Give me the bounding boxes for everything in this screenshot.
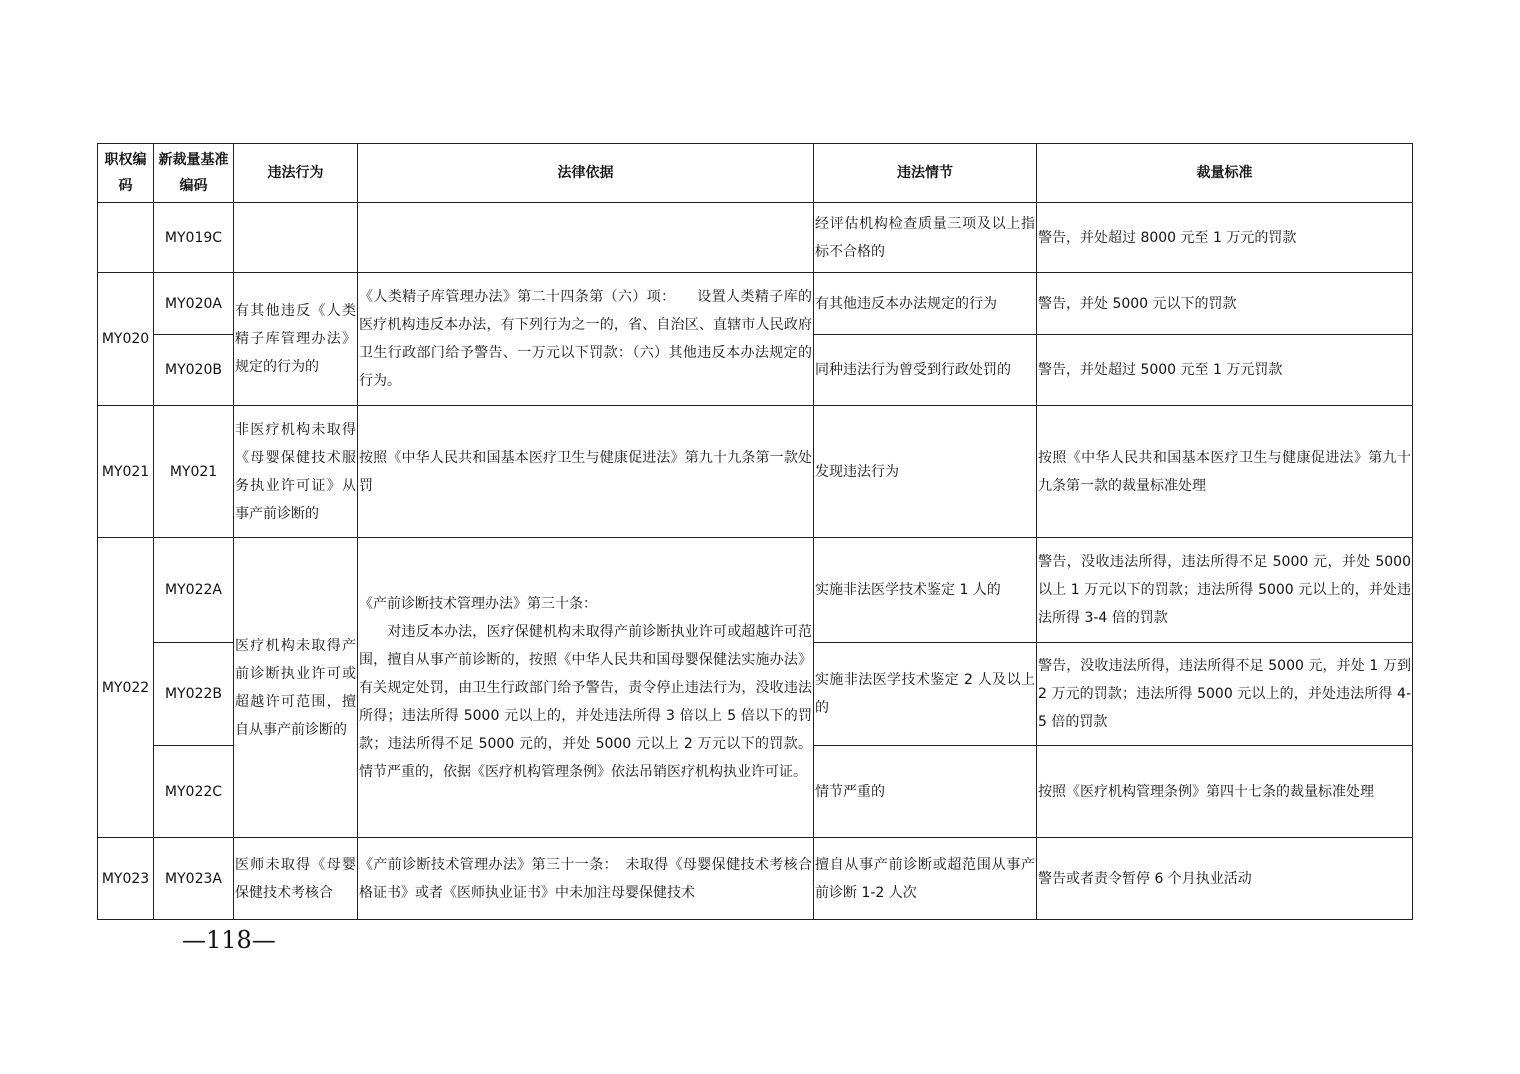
act-cell: 医师未取得《母婴保健技术考核合 <box>234 838 358 920</box>
code-cell: MY023 <box>98 838 154 920</box>
code-cell <box>98 203 154 273</box>
header-row <box>98 144 1413 203</box>
new-code-cell: MY021 <box>154 406 234 538</box>
standard-cell: 警告，并处 5000 元以下的罚款 <box>1037 273 1413 335</box>
standard-cell: 警告，没收违法所得，违法所得不足 5000 元，并处 5000 以上 1 万元以下的罚款；违法所得 5000 元以上的，并处违法所得 3-4 倍的罚款 <box>1037 538 1413 643</box>
act-cell: 医疗机构未取得产前诊断执业许可或超越许可范围，擅自从事产前诊断的 <box>234 538 358 838</box>
act-cell: 非医疗机构未取得《母婴保健技术服务执业许可证》从事产前诊断的 <box>234 406 358 538</box>
circumstance-cell: 经评估机构检查质量三项及以上指标不合格的 <box>814 203 1037 273</box>
new-code-cell: MY023A <box>154 838 234 920</box>
standard-cell: 警告，并处超过 8000 元至 1 万元的罚款 <box>1037 203 1413 273</box>
basis-cell <box>358 538 814 838</box>
act-cell: 有其他违反《人类精子库管理办法》规定的行为的 <box>234 273 358 406</box>
page-number: —118— <box>182 926 276 954</box>
circumstance-cell: 发现违法行为 <box>814 406 1037 538</box>
standard-cell: 按照《中华人民共和国基本医疗卫生与健康促进法》第九十九条第一款的裁量标准处理 <box>1037 406 1413 538</box>
table-row <box>98 838 1413 920</box>
penalty-standards-table <box>97 143 1413 920</box>
basis-text: 《人类精子库管理办法》第二十四条第（六）项： 设置人类精子库的医疗机构违反本办法，有下列行为之一的，省、自治区、直辖市人民政府卫生行政部门给予警告、一万元以下罚款：（六）其他违反本办法规定的行为。 <box>359 289 812 389</box>
code-cell: MY021 <box>98 406 154 538</box>
new-code-cell: MY022B <box>154 643 234 746</box>
header-basis: 法律依据 <box>358 144 814 203</box>
standard-cell: 警告或者责令暂停 6 个月执业活动 <box>1037 838 1413 920</box>
standard-cell: 警告，并处超过 5000 元至 1 万元罚款 <box>1037 335 1413 406</box>
basis-text: 《产前诊断技术管理办法》第三十条： 对违反本办法，医疗保健机构未取得产前诊断执业许可或超越许可范围，擅自从事产前诊断的，按照《中华人民共和国母婴保健法实施办法》有关规定处罚，由卫生行政部门给予警告，责令停止违法行为，没收违法所得；违法所得 5000 元以上的，并处违法所得 3 倍以上 5 倍以下的罚款；违法所得不足 5000 元的，并处 5000 元以上 2 万元以下的罚款。情节严重的，依据《医疗机构管理条例》依法吊销医疗机构执业许可证。 <box>359 595 812 780</box>
act-cell <box>234 203 358 273</box>
header-code: 职权编码 <box>98 144 154 203</box>
header-standard: 裁量标准 <box>1037 144 1413 203</box>
standard-cell: 警告，没收违法所得，违法所得不足 5000 元，并处 1 万到 2 万元的罚款；违法所得 5000 元以上的，并处违法所得 4-5 倍的罚款 <box>1037 643 1413 746</box>
circumstance-cell: 有其他违反本办法规定的行为 <box>814 273 1037 335</box>
new-code-cell: MY022A <box>154 538 234 643</box>
basis-cell <box>358 203 814 273</box>
standard-cell: 按照《医疗机构管理条例》第四十七条的裁量标准处理 <box>1037 746 1413 838</box>
new-code-cell: MY019C <box>154 203 234 273</box>
new-code-cell: MY020A <box>154 273 234 335</box>
table-row <box>98 203 1413 273</box>
circumstance-cell: 同种违法行为曾受到行政处罚的 <box>814 335 1037 406</box>
table-row <box>98 273 1413 335</box>
new-code-cell: MY022C <box>154 746 234 838</box>
basis-cell <box>358 273 814 406</box>
header-act: 违法行为 <box>234 144 358 203</box>
table-row <box>98 406 1413 538</box>
new-code-cell: MY020B <box>154 335 234 406</box>
basis-cell: 按照《中华人民共和国基本医疗卫生与健康促进法》第九十九条第一款处罚 <box>358 406 814 538</box>
header-new-code: 新裁量基准编码 <box>154 144 234 203</box>
circumstance-cell: 擅自从事产前诊断或超范围从事产前诊断 1-2 人次 <box>814 838 1037 920</box>
header-circumstance: 违法情节 <box>814 144 1037 203</box>
circumstance-cell: 情节严重的 <box>814 746 1037 838</box>
circumstance-cell: 实施非法医学技术鉴定 2 人及以上的 <box>814 643 1037 746</box>
basis-cell: 《产前诊断技术管理办法》第三十一条： 未取得《母婴保健技术考核合格证书》或者《医师执业证书》中未加注母婴保健技术 <box>358 838 814 920</box>
circumstance-cell: 实施非法医学技术鉴定 1 人的 <box>814 538 1037 643</box>
code-cell: MY022 <box>98 538 154 838</box>
table-row <box>98 538 1413 643</box>
code-cell: MY020 <box>98 273 154 406</box>
